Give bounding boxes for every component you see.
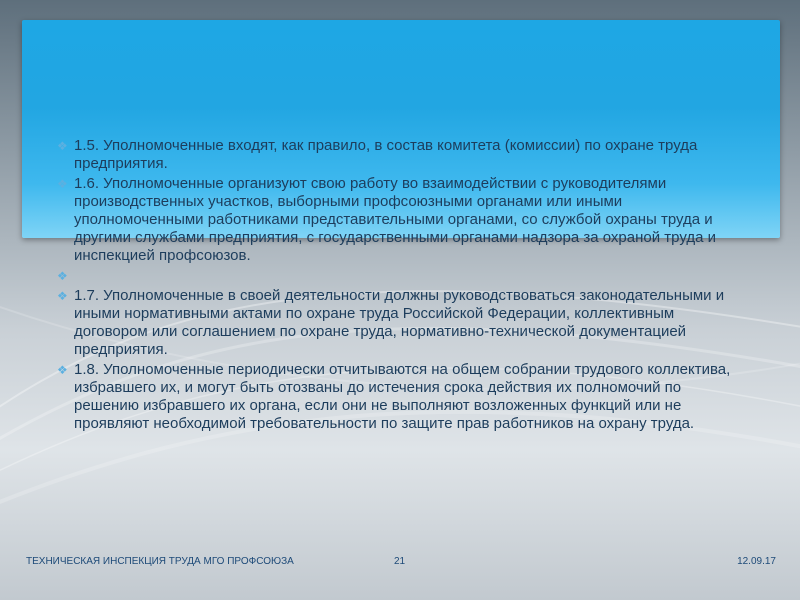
bullet-icon: ❖ bbox=[57, 289, 68, 303]
slide-footer bbox=[0, 556, 800, 570]
bullet-icon: ❖ bbox=[57, 177, 68, 191]
footer-organization: ТЕХНИЧЕСКАЯ ИНСПЕКЦИЯ ТРУДА МГО ПРОФСОЮЗА bbox=[26, 556, 294, 567]
bullet-text: 1.8. Уполномоченные периодически отчитываются на общем собрании трудового коллектива, избравшего их, и могут быть отозваны до истечения срока действия их полномочий по решению избравшего их органа, если они не выполняют возложенных функций или не проявляют необходимой требовательности по защите прав работников на охрану труда. bbox=[74, 361, 731, 432]
bullet-text: 1.5. Уполномоченные входят, как правило, в состав комитета (комиссии) по охране труда предприятия. bbox=[74, 137, 698, 172]
slide-date: 12.09.17 bbox=[737, 556, 776, 567]
bullet-text: 1.6. Уполномоченные организуют свою работу во взаимодействии с руководителями производственных участков, выборными профсоюзными органами или иными уполномоченными работниками представительными органами, со службой охраны труда и другими службами предприятия, с государственными органами надзора за охраной труда и инспекцией профсоюзов. bbox=[74, 175, 716, 264]
bullet-item bbox=[54, 175, 744, 265]
slide-content bbox=[54, 137, 744, 433]
bullet-text: 1.7. Уполномоченные в своей деятельности должны руководствоваться законодательными и иными нормативными актами по охране труда Российской Федерации, коллективным договором или соглашением по охране труда, нормативно-технической документацией предприятия. bbox=[74, 287, 725, 358]
bullet-icon: ❖ bbox=[57, 139, 68, 153]
slide-number: 21 bbox=[394, 556, 406, 567]
bullet-item-empty bbox=[54, 267, 744, 285]
bullet-item bbox=[54, 361, 744, 433]
bullet-item bbox=[54, 137, 744, 173]
bullet-item bbox=[54, 287, 744, 359]
bullet-icon: ❖ bbox=[57, 363, 68, 377]
bullet-icon: ❖ bbox=[57, 269, 68, 283]
